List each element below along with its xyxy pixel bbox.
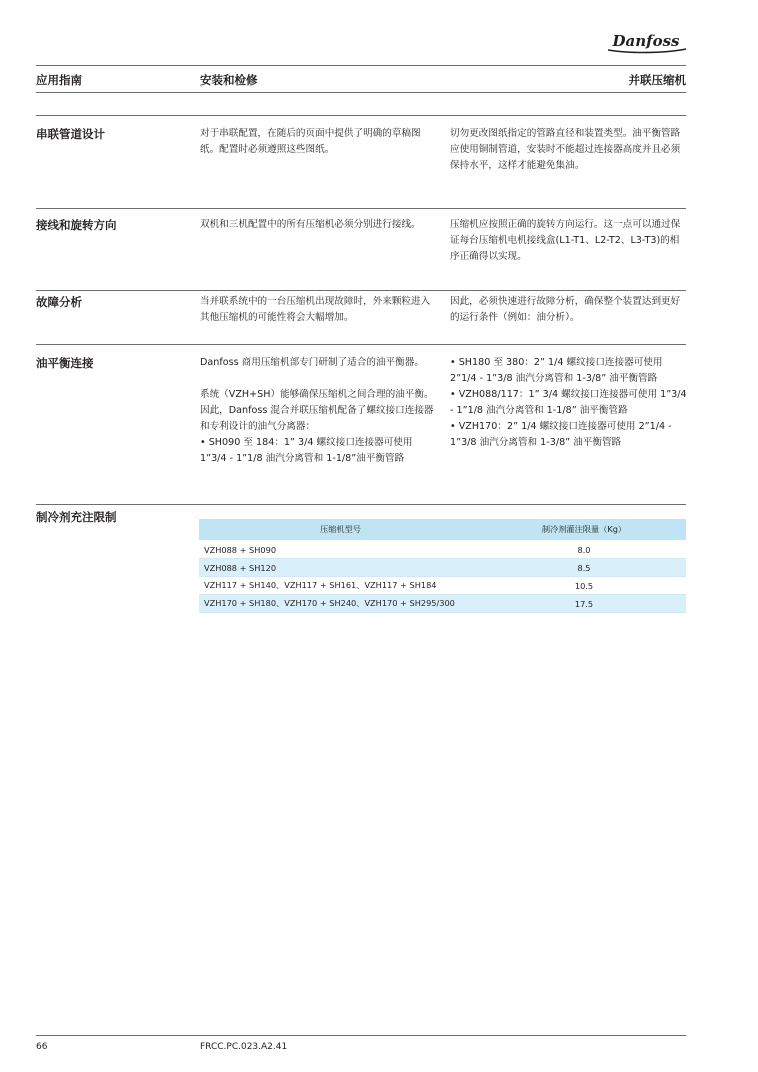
fault-analysis-paragraph: 当并联系统中的一台压缩机出现故障时，外来颗粒进入其他压缩机的可能性将会大幅增加。 xyxy=(200,296,431,323)
footer-rule xyxy=(36,1035,686,1036)
fault-analysis-text xyxy=(200,294,436,326)
fault-analysis-paragraph-right: 因此，必须快速进行故障分析，确保整个装置达到更好的运行条件（例如：油分析）。 xyxy=(450,296,681,323)
page-number: 66 xyxy=(36,1042,48,1052)
oil-balance-bullet: • SH090 至 184：1” 3/4 螺纹接口连接器可使用 1”3/4 - 1”1/8 油汽分离管和 1-1/8”油平衡管路 xyxy=(200,437,413,464)
cell-model: VZH170 + SH180、VZH170 + SH240、VZH170 + SH295/300 xyxy=(199,595,482,613)
section-title-fault-analysis: 故障分析 xyxy=(36,295,82,309)
section-divider xyxy=(36,504,686,505)
header-bottom-rule xyxy=(36,92,686,93)
header-topic: 安装和检修 xyxy=(200,73,258,87)
table-row xyxy=(199,595,686,613)
series-piping-text xyxy=(200,126,436,158)
header-top-rule xyxy=(36,65,686,66)
oil-balance-bullet: • VZH088/117：1” 3/4 螺纹接口连接器可使用 1”3/4 - 1”1/8 油汽分离管和 1-1/8” 油平衡管路 xyxy=(450,389,687,416)
cell-model: VZH117 + SH140、VZH117 + SH161、VZH117 + SH184 xyxy=(199,577,482,595)
danfoss-logo xyxy=(606,30,688,58)
cell-charge-limit: 8.0 xyxy=(482,541,686,559)
cell-model: VZH088 + SH120 xyxy=(199,559,482,577)
charge-limits-table xyxy=(199,519,686,613)
section-title-oil-balance: 油平衡连接 xyxy=(36,356,94,370)
section-divider xyxy=(36,290,686,291)
table-row xyxy=(199,577,686,595)
wiring-text xyxy=(200,217,436,233)
header-product: 并联压缩机 xyxy=(628,73,686,87)
column-header-model: 压缩机型号 xyxy=(199,519,482,541)
header-category: 应用指南 xyxy=(36,73,82,87)
oil-balance-paragraph-1: Danfoss 商用压缩机部专门研制了适合的油平衡器。 xyxy=(200,357,424,368)
section-divider xyxy=(36,208,686,209)
section-title-charge-limits: 制冷剂充注限制 xyxy=(36,510,117,524)
column-header-charge-limit: 制冷剂灌注限量（Kg） xyxy=(482,519,686,541)
table-row xyxy=(199,559,686,577)
document-code: FRCC.PC.023.A2.41 xyxy=(200,1042,288,1052)
wiring-paragraph: 双机和三机配置中的所有压缩机必须分别进行接线。 xyxy=(200,219,421,230)
fault-analysis-text-right xyxy=(450,294,687,326)
wiring-paragraph-right: 压缩机应按照正确的旋转方向运行。这一点可以通过保证每台压缩机电机接线盒(L1-T1、L2-T2、L3-T3)的相序正确得以实现。 xyxy=(450,219,681,262)
cell-charge-limit: 10.5 xyxy=(482,577,686,595)
oil-balance-bullet: • VZH170：2” 1/4 螺纹接口连接器可使用 2”1/4 - 1”3/8 油汽分离管和 1-3/8” 油平衡管路 xyxy=(450,421,672,448)
table-row xyxy=(199,541,686,559)
oil-balance-bullet: • SH180 至 380：2” 1/4 螺纹接口连接器可使用 2”1/4 - 1”3/8 油汽分离管和 1-3/8” 油平衡管路 xyxy=(450,357,663,384)
table-header-row xyxy=(199,519,686,541)
section-title-wiring: 接线和旋转方向 xyxy=(36,218,117,232)
cell-charge-limit: 8.5 xyxy=(482,559,686,577)
series-piping-paragraph-right: 切勿更改图纸指定的管路直径和装置类型。油平衡管路应使用铜制管道，安装时不能超过连接器高度并且必须保持水平，这样才能避免集油。 xyxy=(450,128,681,171)
oil-balance-paragraph-2: 系统（VZH+SH）能够确保压缩机之间合理的油平衡。因此，Danfoss 混合并联压缩机配备了螺纹接口连接器和专利设计的油气分离器： xyxy=(200,389,434,432)
series-piping-paragraph: 对于串联配置，在随后的页面中提供了明确的草稿图纸。配置时必须遵照这些图纸。 xyxy=(200,128,421,155)
section-title-series-piping: 串联管道设计 xyxy=(36,127,105,141)
wiring-text-right xyxy=(450,217,687,265)
cell-model: VZH088 + SH090 xyxy=(199,541,482,559)
logo-text: Danfoss xyxy=(612,32,680,50)
cell-charge-limit: 17.5 xyxy=(482,595,686,613)
oil-balance-text xyxy=(200,355,436,467)
section-divider xyxy=(36,115,686,116)
series-piping-text-right xyxy=(450,126,687,174)
oil-balance-text-right xyxy=(450,355,687,451)
section-divider xyxy=(36,344,686,345)
